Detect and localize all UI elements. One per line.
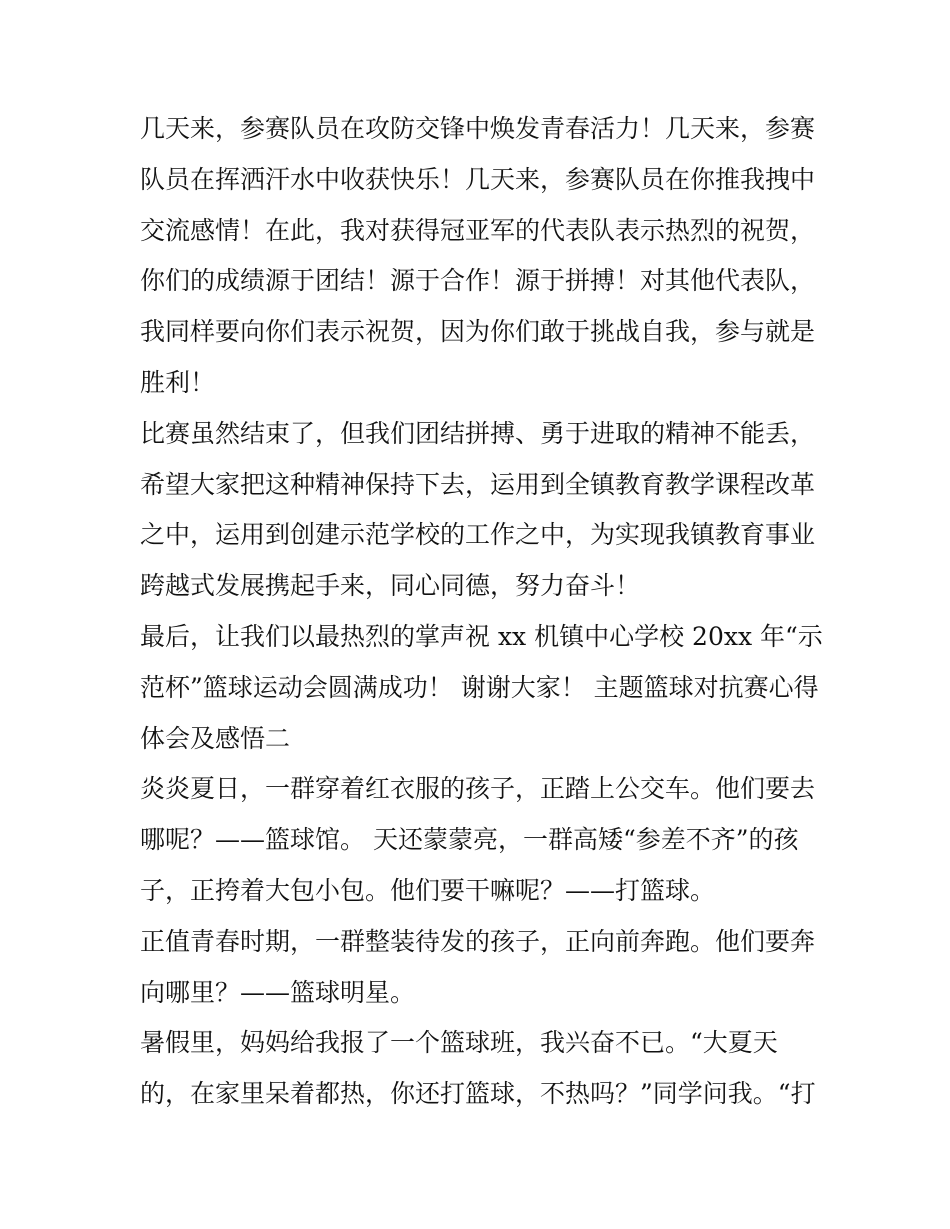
text-line: 交流感情！在此，我对获得冠亚军的代表队表示热烈的祝贺， [140,215,816,245]
text-line: 体会及感悟二 [140,723,291,753]
text-line: 子，正挎着大包小包。他们要干嘛呢？——打篮球。 [140,875,716,905]
text-line: 最后，让我们以最热烈的掌声祝 xx 机镇中心学校 20xx 年“示 [140,621,823,651]
text-line: 的，在家里呆着都热，你还打篮球，不热吗？”同学问我。“打 [140,1079,816,1109]
text-line: 范杯”篮球运动会圆满成功！ 谢谢大家！ 主题篮球对抗赛心得 [140,672,819,702]
text-line: 跨越式发展携起手来，同心同德，努力奋斗！ [140,571,641,601]
text-line: 炎炎夏日，一群穿着红衣服的孩子，正踏上公交车。他们要去 [140,774,816,804]
text-line: 比赛虽然结束了，但我们团结拼搏、勇于进取的精神不能丢， [140,418,816,448]
text-line: 胜利！ [140,367,216,397]
text-line: 我同样要向你们表示祝贺，因为你们敢于挑战自我，参与就是 [140,317,816,347]
text-line: 向哪里？——篮球明星。 [140,977,416,1007]
text-line: 几天来，参赛队员在攻防交锋中焕发青春活力！几天来，参赛 [140,114,816,143]
text-line: 正值青春时期，一群整装待发的孩子，正向前奔跑。他们要奔 [140,926,816,956]
text-line: 希望大家把这种精神保持下去，运用到全镇教育教学课程改革 [140,469,816,499]
body-text [140,104,823,1120]
text-line: 你们的成绩源于团结！源于合作！源于拼搏！对其他代表队， [140,266,816,296]
text-line: 暑假里，妈妈给我报了一个篮球班，我兴奋不已。“大夏天 [140,1028,778,1058]
text-line: 之中，运用到创建示范学校的工作之中，为实现我镇教育事业 [140,520,816,550]
text-line: 哪呢？——篮球馆。 天还蒙蒙亮，一群高矮“参差不齐”的孩 [140,825,799,855]
text-line: 队员在挥洒汗水中收获快乐！几天来，参赛队员在你推我拽中 [140,164,816,194]
